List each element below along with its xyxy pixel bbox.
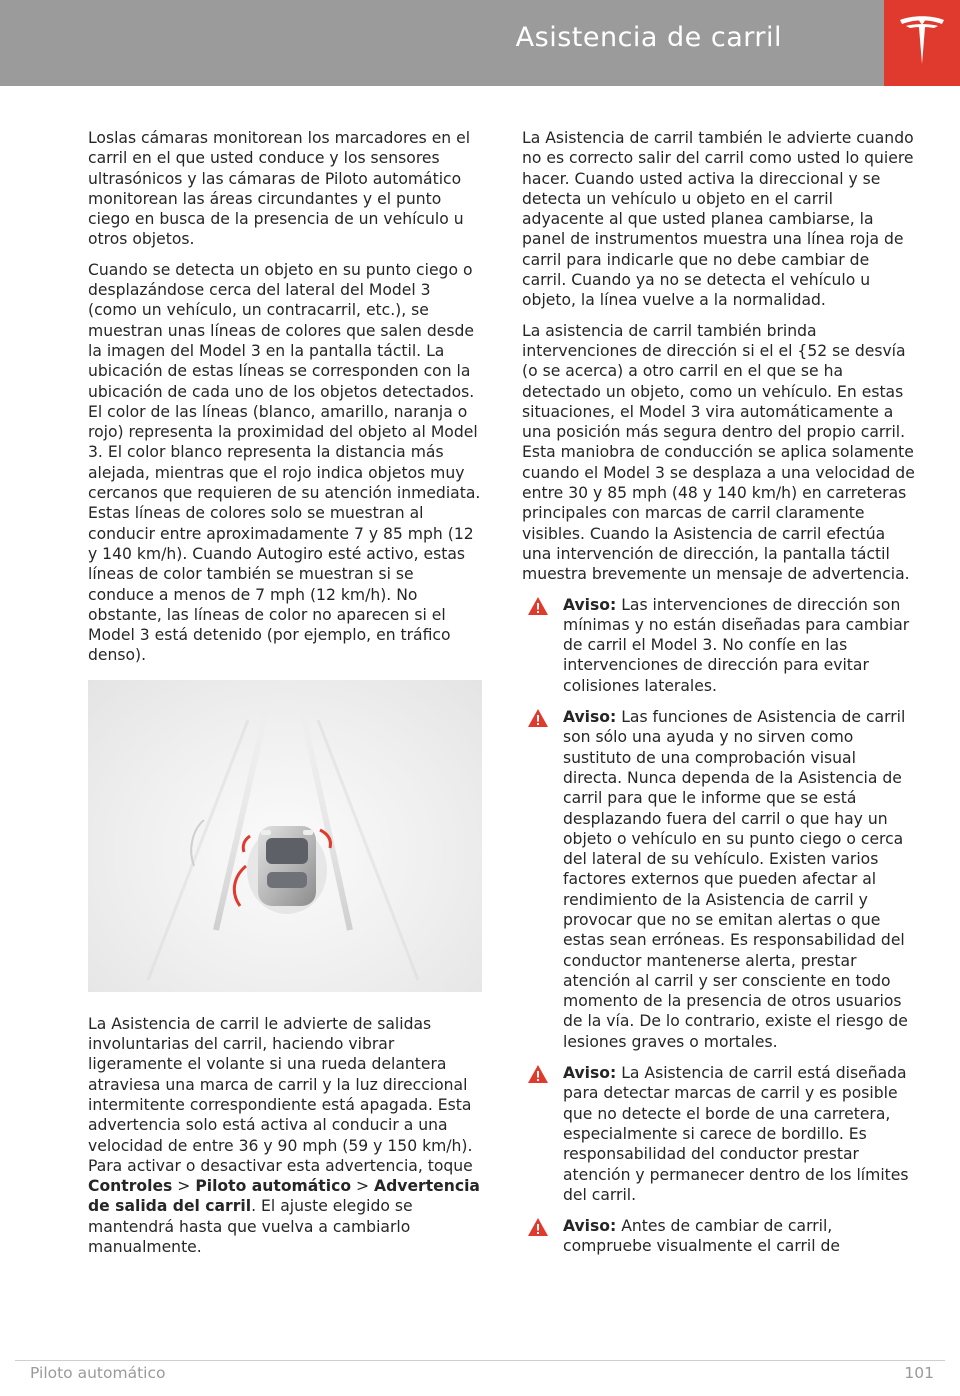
warning-block [522, 1216, 918, 1257]
warning-triangle-icon [527, 596, 549, 616]
paragraph-lane-departure: La Asistencia de carril le advierte de salidas involuntarias del carril, haciendo vibrar ligeramente el volante si una rueda delantera atraviesa una marca de carril y la luz direccional intermitente correspondiente está apagada. Esta advertencia solo está activa al conducir a una velocidad de entre 36 y 90 mph (59 y 150 km/h). Para activar o desactivar esta advertencia, toque Controles > Piloto automático > Advertencia de salida del carril. El ajuste elegido se mantendrá hasta que vuelva a cambiarlo manualmente. [88, 1014, 480, 1256]
warning-label: Aviso: [563, 595, 617, 614]
car-lane-illustration [88, 680, 482, 992]
paragraph-lane-change-warning: La Asistencia de carril también le advierte cuando no es correcto salir del carril como usted lo quiere hacer. Cuando usted activa la direccional y se detecta un vehículo u objeto en el carril adyacente al que usted planea cambiarse, la panel de instrumentos muestra una línea roja de carril para indicarle que no debe cambiar de carril. Cuando ya no se detecta el vehículo u objeto, la línea vuelve a la normalidad. [522, 129, 914, 310]
proximity-arc-red-rear-left [234, 866, 246, 906]
warning-text: Las intervenciones de dirección son mínimas y no están diseñadas para cambiar de carril el Model 3. No confíe en las intervenciones de dirección para evitar colisiones laterales. [563, 595, 910, 695]
warning-text: Las funciones de Asistencia de carril son sólo una ayuda y no sirven como sustituto de una comprobación visual directa. Nunca dependa de la Asistencia de carril para que le informe que se está desplazando fuera del carril o que hay un objeto o vehículo en su punto ciego o cerca del lateral de su vehículo. Existen varios factores externos que pueden afectar al rendimiento de la Asistencia de carril y provocar que no se emitan alertas o que estas sean erróneas. Es responsabilidad del conductor mantenerse alerta, prestar atención al carril y ser consciente en todo momento de la presencia de otros usuarios de la vía. De lo contrario, existe el riesgo de lesiones graves o mortales. [563, 708, 908, 1051]
warning-text: Antes de cambiar de carril, compruebe visualmente el carril de [563, 1217, 841, 1256]
warning-label: Aviso: [563, 1064, 617, 1083]
proximity-arc-red-front-left [243, 836, 250, 852]
paragraph-blind-spot-lines: Cuando se detecta un objeto en su punto ciego o desplazándose cerca del lateral del Model 3 (como un vehículo, un contracarril, etc.), se muestran unas líneas de colores que salen desde la imagen del Model 3 en la pantalla táctil. La ubicación de estas líneas se corresponden con la ubicación de cada uno de los objetos detectados. El color de las líneas (blanco, amarillo, naranja o rojo) representa la proximidad del objeto al Model 3. El color blanco representa la distancia más alejada, mientras que el rojo indica objetos muy cercanos que requieren de su atención inmediata. Estas líneas de colores solo se muestran al conducir entre aproximadamente 7 y 85 mph (12 y 140 km/h). Cuando Autogiro esté activo, estas líneas de color también se muestran si se conduce a menos de 7 mph (12 km/h). No obstante, las líneas de color no aparecen si el Model 3 está detenido (por ejemplo, en tráfico denso). [88, 260, 481, 665]
footer-divider [15, 1360, 945, 1361]
menu-path-autopilot: Piloto automático [195, 1177, 352, 1196]
car-lane-graphic [88, 680, 482, 992]
right-column [522, 128, 918, 1268]
menu-path-lane-departure-warning: Advertencia de salida del carril [88, 1177, 480, 1216]
warning-block [522, 1063, 918, 1205]
menu-path-controls: Controles [88, 1177, 173, 1196]
tesla-logo-icon [898, 14, 946, 68]
warning-triangle-icon [527, 1217, 549, 1237]
warning-text: La Asistencia de carril está diseñada para detectar marcas de carril y es posible que no detecte el borde de una carretera, especialmente si carece de bordillo. Es responsabilidad del conductor prestar atención y permanecer dentro de los límites del carril. [563, 1064, 909, 1204]
paragraph-camera-monitoring: Loslas cámaras monitorean los marcadores en el carril en el que usted conduce y los sensores ultrasónicos y las cámaras de Piloto automático monitorean las áreas circundantes y el punto ciego en busca de la presencia de un vehículo u otros objetos. [88, 129, 471, 249]
warning-block [522, 707, 918, 1052]
warning-triangle-icon [527, 708, 549, 728]
model-3-car [247, 826, 327, 914]
footer-section-name: Piloto automático [30, 1364, 166, 1382]
warning-block [522, 595, 918, 696]
warning-label: Aviso: [563, 708, 617, 727]
page-title: Asistencia de carril [515, 22, 782, 53]
header-band [0, 0, 884, 86]
warning-label: Aviso: [563, 1217, 617, 1236]
logo-box [884, 0, 960, 86]
footer-page-number: 101 [904, 1364, 934, 1382]
paragraph-steering-interventions: La asistencia de carril también brinda intervenciones de dirección si el el {52 se desvía (o se acerca) a otro carril en el que se ha detectado un objeto, como un vehículo. En estas situaciones, el Model 3 vira automáticamente a una posición más segura dentro del propio carril. Esta maniobra de conducción se aplica solamente cuando el Model 3 se desplaza a una velocidad de entre 30 y 85 mph (48 y 140 km/h) en carreteras principales con marcas de carril claramente visibles. Cuando la Asistencia de carril efectúa una intervención de dirección, la pantalla táctil muestra brevemente un mensaje de advertencia. [522, 321, 915, 584]
left-column [88, 128, 484, 1267]
warning-triangle-icon [527, 1064, 549, 1084]
